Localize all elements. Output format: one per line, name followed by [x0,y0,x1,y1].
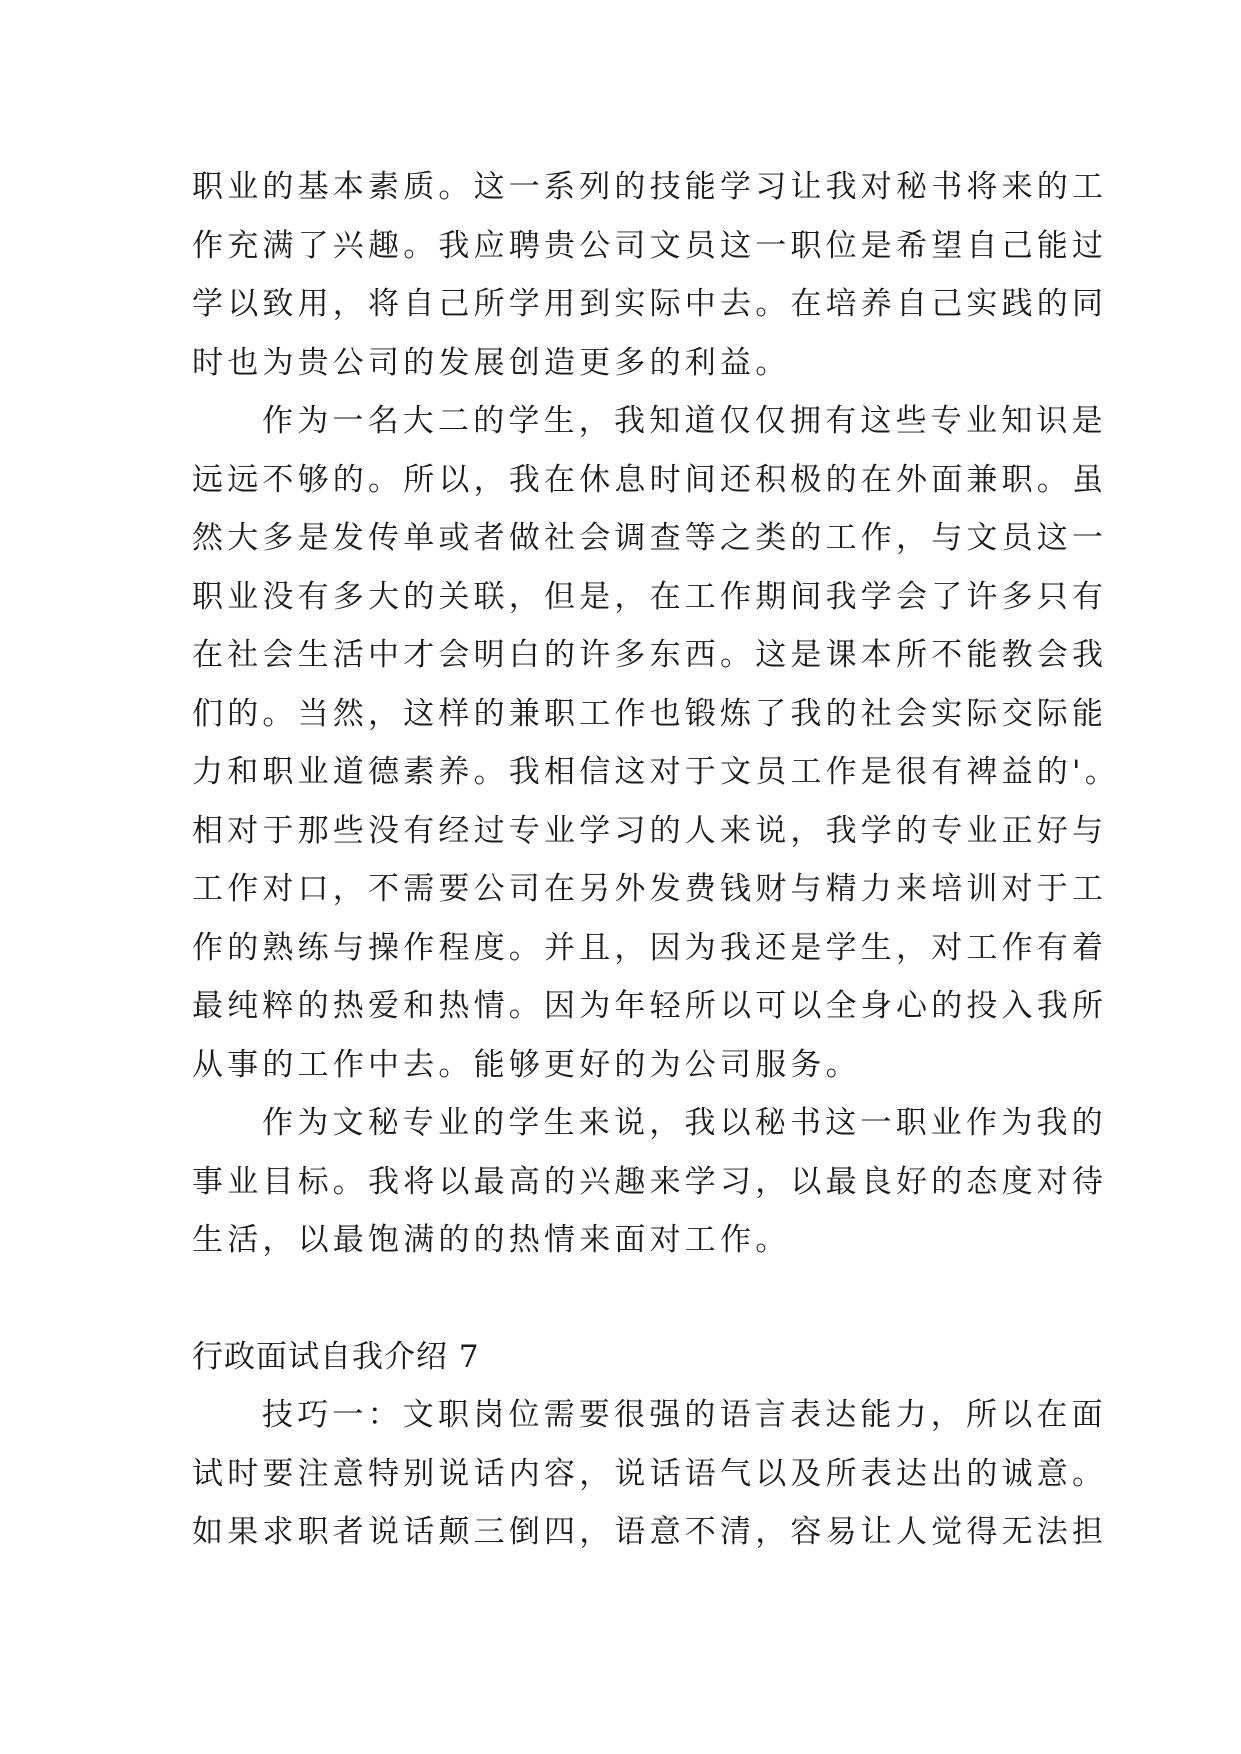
paragraph-2 [192,392,1120,1094]
text-line: 远远不够的。所以，我在休息时间还积极的在外面兼职。虽 [192,461,1108,498]
text-line: 力和职业道德素养。我相信这对于文员工作是很有裨益的'。 [192,754,1120,790]
text-line: 生活，以最饱满的的热情来面对工作。 [192,1222,791,1258]
text-line: 作的熟练与操作程度。并且，因为我还是学生，对工作有着 [192,929,1108,966]
text-line: 试时要注意特别说话内容，说话语气以及所表达出的诚意。 [192,1455,1108,1492]
section-heading: 行政面试自我介绍 7 [192,1338,480,1375]
text-line: 作为文秘专业的学生来说，我以秘书这一职业作为我的 [262,1105,1107,1141]
text-line: 作充满了兴趣。我应聘贵公司文员这一职位是希望自己能过 [192,227,1108,264]
text-line: 最纯粹的热爱和热情。因为年轻所以可以全身心的投入我所 [192,988,1108,1024]
document-body [192,158,1120,1562]
section-paragraph [192,1386,1108,1562]
text-line: 职业没有多大的关联，但是，在工作期间我学会了许多只有 [192,578,1108,615]
text-line: 时也为贵公司的发展创造更多的利益。 [192,344,791,381]
paragraph-1 [192,158,1108,392]
text-line: 职业的基本素质。这一系列的技能学习让我对秘书将来的工 [192,169,1108,205]
paragraph-3 [192,1094,1108,1270]
text-line: 们的。当然，这样的兼职工作也锻炼了我的社会实际交际能 [192,695,1108,732]
text-line: 在社会生活中才会明白的许多东西。这是课本所不能教会我 [192,637,1108,673]
text-line: 技巧一：文职岗位需要很强的语言表达能力，所以在面 [262,1397,1107,1433]
text-line: 相对于那些没有经过专业学习的人来说，我学的专业正好与 [192,812,1108,849]
text-line: 然大多是发传单或者做社会调查等之类的工作，与文员这一 [192,520,1108,556]
text-line: 事业目标。我将以最高的兴趣来学习，以最良好的态度对待 [192,1163,1108,1200]
text-line: 如果求职者说话颠三倒四，语意不清，容易让人觉得无法担 [192,1514,1108,1550]
text-line: 从事的工作中去。能够更好的为公司服务。 [192,1046,861,1083]
text-line: 作为一名大二的学生，我知道仅仅拥有这些专业知识是 [262,403,1107,439]
text-line: 工作对口，不需要公司在另外发费钱财与精力来培训对于工 [192,871,1108,907]
text-line: 学以致用，将自己所学用到实际中去。在培养自己实践的同 [192,286,1108,322]
